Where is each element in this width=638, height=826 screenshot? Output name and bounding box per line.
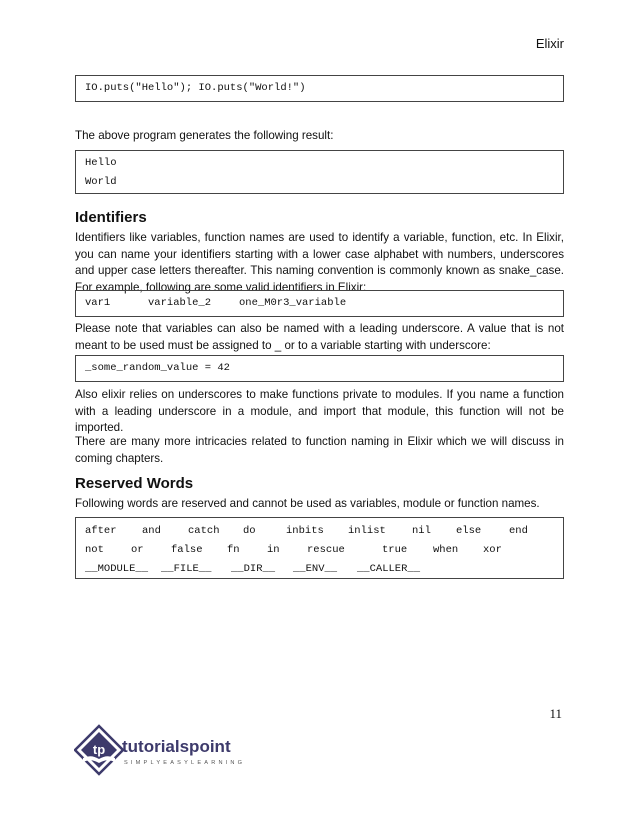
code-line: _some_random_value = 42: [85, 362, 230, 374]
reserved-row: [85, 522, 554, 541]
reserved-word: in: [267, 544, 280, 556]
reserved-word: inbits: [286, 525, 324, 537]
reserved-word: end: [509, 525, 528, 537]
reserved-word: xor: [483, 544, 502, 556]
identifier-token: var1: [85, 297, 111, 309]
tutorialspoint-logo: [74, 722, 254, 782]
page-header-title: Elixir: [535, 36, 564, 51]
intricacies-paragraph: There are many more intricacies related to function naming in Elixir which we will discuss in coming chapters.: [75, 435, 564, 465]
reserved-word: true: [382, 544, 408, 556]
reserved-word: or: [131, 544, 144, 556]
reserved-word: and: [142, 525, 161, 537]
reserved-word: do: [243, 525, 256, 537]
reserved-word: fn: [227, 544, 240, 556]
result-intro-paragraph: The above program generates the following result:: [75, 129, 334, 142]
reserved-word: catch: [188, 525, 220, 537]
code-block-puts: [75, 75, 564, 102]
private-functions-paragraph: Also elixir relies on underscores to make functions private to modules. If you name a function with a leading underscore in a module, and import that module, this function will not be imported.: [75, 388, 564, 434]
svg-text:tp: tp: [92, 742, 106, 757]
reserved-row: [85, 560, 554, 579]
reserved-word: else: [456, 525, 482, 537]
reserved-word: inlist: [348, 525, 386, 537]
reserved-word: __CALLER__: [357, 563, 421, 575]
reserved-words-heading: Reserved Words: [75, 475, 194, 492]
tutorialspoint-logo-icon: [74, 722, 254, 782]
identifiers-heading: Identifiers: [75, 209, 147, 226]
reserved-words-table: [75, 517, 564, 579]
reserved-word: __MODULE__: [85, 563, 149, 575]
code-line: IO.puts("Hello"); IO.puts("World!"): [85, 82, 306, 94]
output-line: World: [85, 176, 117, 188]
page-number: 11: [549, 706, 562, 721]
identifiers-paragraph: Identifiers like variables, function names are used to identify a variable, function, etc. In Elixir, you can name your identifiers starting with a lower case alphabet with numbers, underscores and upper case letters thereafter. This naming convention is commonly known as snake_case. For example, following are some valid identifiers in Elixir:: [75, 231, 564, 294]
code-block-underscore: [75, 355, 564, 382]
reserved-word: when: [433, 544, 459, 556]
reserved-word: __DIR__: [231, 563, 276, 575]
reserved-word: rescue: [307, 544, 345, 556]
reserved-word: nil: [412, 525, 431, 537]
reserved-word: false: [171, 544, 203, 556]
reserved-word: __ENV__: [293, 563, 338, 575]
logo-wordmark: tutorialspoint: [122, 737, 231, 756]
reserved-word: __FILE__: [161, 563, 212, 575]
reserved-word: not: [85, 544, 104, 556]
code-block-identifiers: [75, 290, 564, 317]
logo-tagline: SIMPLYEASYLEARNING: [124, 760, 246, 766]
reserved-row: [85, 541, 554, 560]
identifier-token: variable_2: [148, 297, 212, 309]
output-line: Hello: [85, 157, 117, 169]
underscore-paragraph: Please note that variables can also be named with a leading underscore. A value that is not meant to be used must be assigned to _ or to a variable starting with underscore:: [75, 322, 564, 352]
output-block: [75, 150, 564, 194]
reserved-word: after: [85, 525, 117, 537]
reserved-words-paragraph: Following words are reserved and cannot be used as variables, module or function names.: [75, 497, 540, 510]
identifier-token: one_M0r3_variable: [239, 297, 347, 309]
